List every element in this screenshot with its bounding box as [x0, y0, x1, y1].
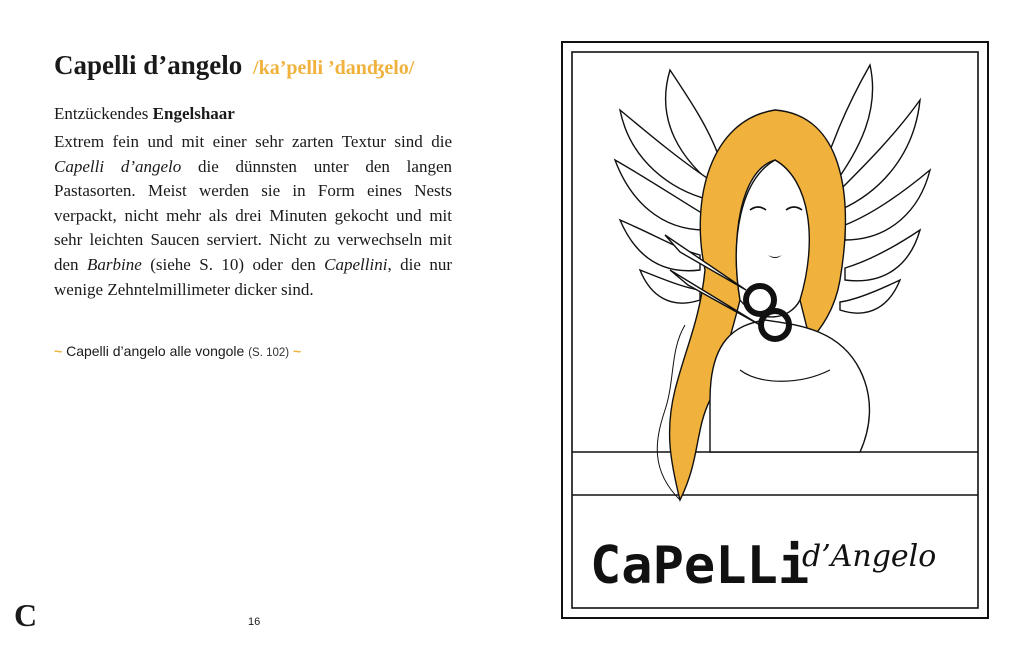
subtitle-bold: Engelshaar: [152, 104, 235, 123]
body-italic-1: Capelli d’angelo: [54, 156, 182, 176]
shoulders: [710, 320, 869, 452]
entry-description: [54, 130, 452, 302]
tilde-left: ~: [54, 343, 63, 359]
subtitle-prefix: Entzückendes: [54, 104, 149, 123]
entry-subtitle: [54, 104, 235, 124]
tilde-right: ~: [293, 343, 302, 359]
recipe-name: Capelli d’angelo alle vongole: [66, 343, 245, 359]
body-text-2: die dünnsten unter den langen Pastasorten. Meist werden sie in Form eines Nests verpackt, nicht mehr als drei Minuten gekocht und mit sehr leichten Saucen serviert. Nicht zu verwechseln mit den: [54, 156, 452, 274]
page-number: 16: [248, 616, 261, 628]
body-text-3: (siehe S. 10) oder den: [150, 254, 316, 274]
recipe-page-ref: (S. 102): [248, 347, 290, 359]
body-text-1: Extrem fein und mit einer sehr zarten Textur sind die: [54, 132, 452, 151]
body-italic-3: Capellini: [324, 254, 388, 274]
angel-illustration: [560, 40, 990, 620]
section-letter: C: [14, 597, 38, 633]
entry-name: Capelli d’angelo: [54, 50, 243, 80]
entry-title: [54, 50, 414, 81]
phonetic-transcription: /ka’pelli ’danʤelo/: [253, 57, 415, 79]
body-italic-2: Barbine: [87, 254, 142, 274]
caption-script: d’Angelo: [802, 539, 937, 574]
body-text-4: , die nur wenige Zehntelmillimeter dicker sind.: [54, 254, 453, 299]
caption-main: CaPeLLi: [590, 536, 810, 596]
recipe-reference: [54, 343, 301, 359]
